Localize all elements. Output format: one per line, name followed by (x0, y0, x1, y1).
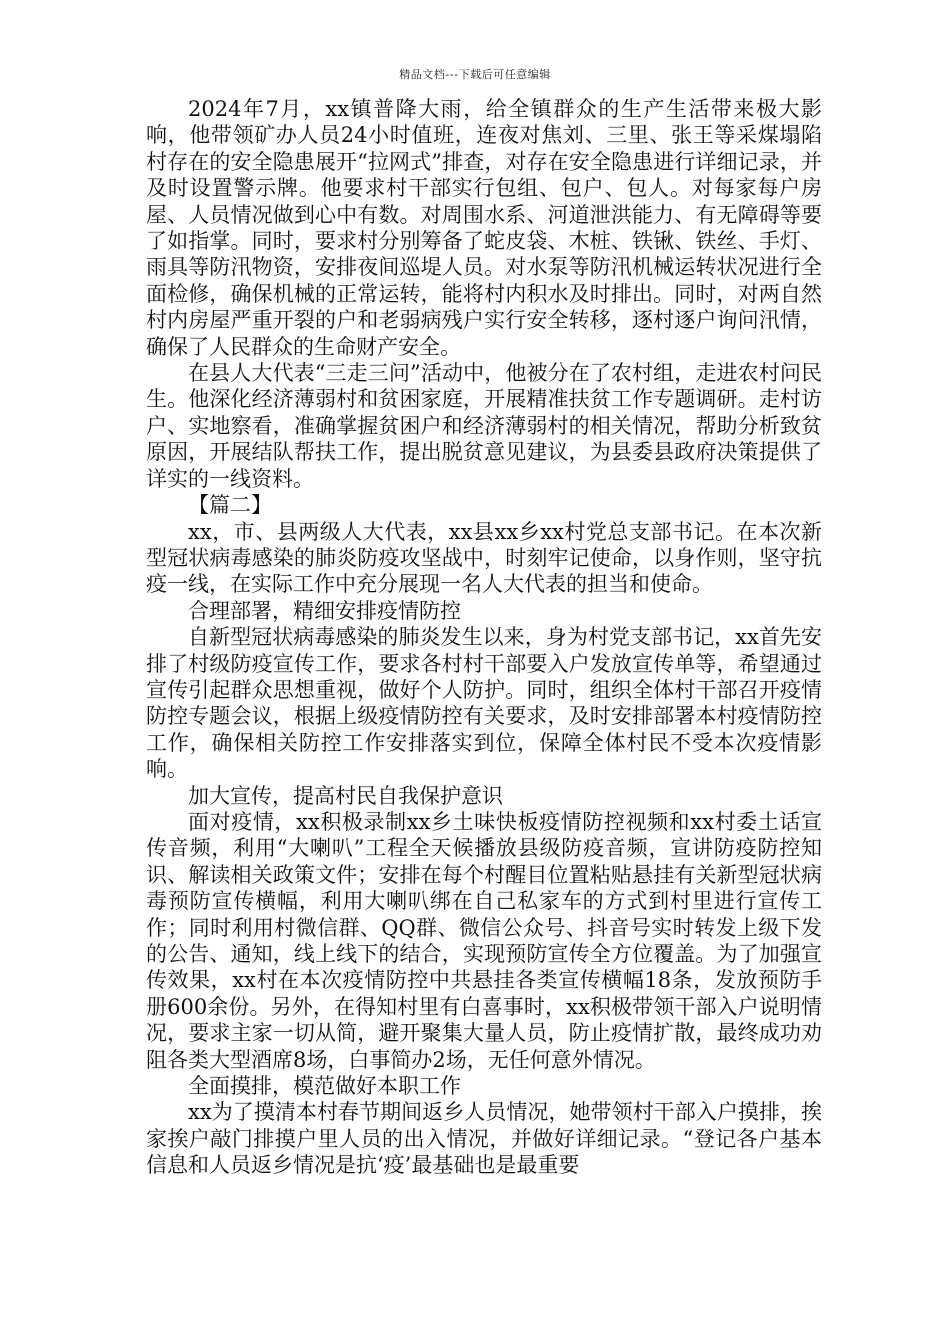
paragraph-flood-control: 2024年7月，xx镇普降大雨，给全镇群众的生产生活带来极大影响，他带领矿办人员24小时值班，连夜对焦刘、三里、张王等采煤塌陷村存在的安全隐患展开“拉网式”排查，对存在安全隐患进行详细记录，并及时设置警示牌。他要求村干部实行包组、包户、包人。对每家每户房屋、人员情况做到心中有数。对周围水系、河道泄洪能力、有无障碍等要了如指掌。同时，要求村分别筹备了蛇皮袋、木桩、铁锹、铁丝、手灯、雨具等防汛物资，安排夜间巡堤人员。对水泵等防汛机械运转状况进行全面检修，确保机械的正常运转，能将村内积水及时排出。同时，对两自然村内房屋严重开裂的户和老弱病残户实行安全转移，逐村逐户询问汛情，确保了人民群众的生命财产安全。 (146, 97, 822, 359)
page-header: 精品文档---下载后可任意编辑 (399, 68, 551, 81)
paragraph-intro: xx，市、县两级人大代表，xx县xx乡xx村党总支部书记。在本次新型冠状病毒感染的肺炎防疫攻坚战中，时刻牢记使命，以身作则，坚守抗疫一线，在实际工作中充分展现一名人大代表的担当和使命。 (146, 519, 822, 597)
subheading-deployment: 合理部署，精细安排疫情防控 (188, 598, 461, 623)
paragraph-deployment: 自新型冠状病毒感染的肺炎发生以来，身为村党支部书记，xx首先安排了村级防疫宣传工作，要求各村村干部要入户发放宣传单等，希望通过宣传引起群众思想重视，做好个人防护。同时，组织全体村干部召开疫情防控专题会议，根据上级疫情防控有关要求，及时安排部署本村疫情防控工作，确保相关防控工作安排落实到位，保障全体村民不受本次疫情影响。 (146, 625, 822, 782)
paragraph-rural-survey: 在县人大代表“三走三问”活动中，他被分在了农村组，走进农村问民生。他深化经济薄弱村和贫困家庭，开展精准扶贫工作专题调研。走村访户、实地察看，准确掌握贫困户和经济薄弱村的相关情况，帮助分析致贫原因，开展结队帮扶工作，提出脱贫意见建议，为县委县政府决策提供了详实的一线资料。 (146, 361, 822, 491)
paragraph-publicity: 面对疫情，xx积极录制xx乡土味快板疫情防控视频和xx村委土话宣传音频，利用“大喇叭”工程全天候播放县级防疫音频，宣讲防疫防控知识、解读相关政策文件；安排在每个村醒目位置粘贴悬挂有关新型冠状病毒预防宣传横幅，利用大喇叭绑在自己私家车的方式到村里进行宣传工作；同时利用村微信群、QQ群、微信公众号、抖音号实时转发上级下发的公告、通知，线上线下的结合，实现预防宣传全方位覆盖。为了加强宣传效果，xx村在本次疫情防控中共悬挂各类宣传横幅18条，发放预防手册600余份。另外，在得知村里有白喜事时，xx积极带领干部入户说明情况，要求主家一切从简，避开聚集大量人员，防止疫情扩散，最终成功劝阻各类大型酒席8场，白事简办2场，无任何意外情况。 (146, 809, 822, 1072)
paragraph-investigation: xx为了摸清本村春节期间返乡人员情况，她带领村干部入户摸排，挨家挨户敲门排摸户里人员的出入情况，并做好详细记录。“登记各户基本信息和人员返乡情况是抗‘疫’最基础也是最重要 (146, 1100, 822, 1178)
document-body (146, 96, 822, 1179)
subheading-publicity: 加大宣传，提高村民自我保护意识 (188, 783, 503, 808)
subheading-investigation: 全面摸排，模范做好本职工作 (188, 1074, 461, 1099)
section-title: 【篇二】 (188, 493, 272, 518)
